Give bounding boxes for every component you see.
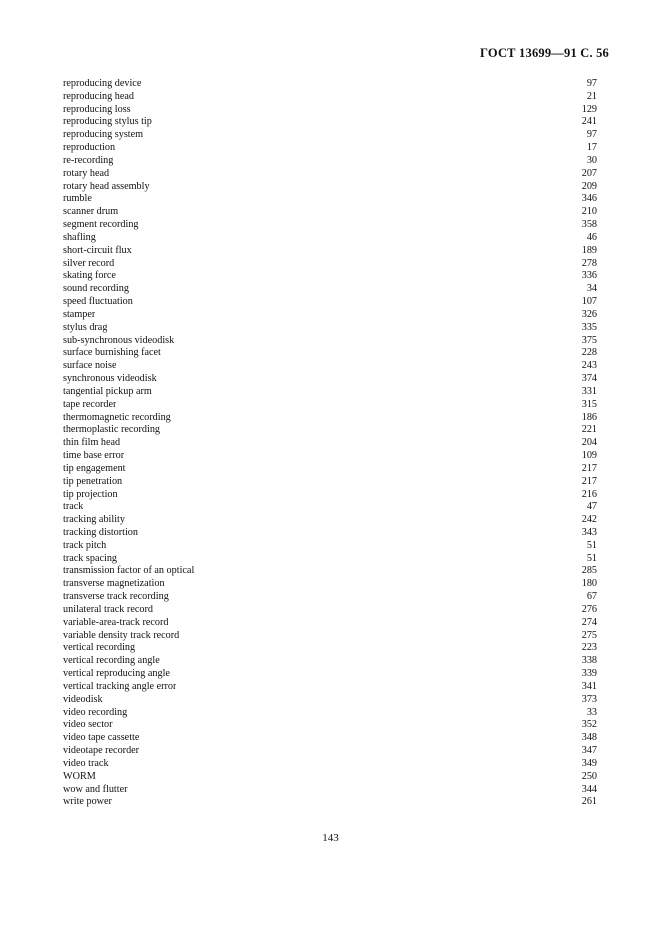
index-page-ref: 344 bbox=[581, 783, 597, 795]
index-entry bbox=[63, 617, 597, 630]
index-entry bbox=[63, 104, 597, 117]
index-term: vertical reproducing angle bbox=[63, 668, 170, 680]
index-entry bbox=[63, 655, 597, 668]
index-entry bbox=[63, 514, 597, 527]
index-entry bbox=[63, 540, 597, 553]
index-page-ref: 243 bbox=[581, 360, 597, 372]
index-term: tape recorder bbox=[63, 398, 117, 410]
index-page-ref: 46 bbox=[586, 231, 597, 243]
index-page-ref: 207 bbox=[581, 167, 597, 179]
index-entry bbox=[63, 193, 597, 206]
index-page-ref: 30 bbox=[586, 154, 597, 166]
index-entry bbox=[63, 116, 597, 129]
index-term: tracking ability bbox=[63, 514, 125, 526]
index-entry bbox=[63, 322, 597, 335]
index-term: synchronous videodisk bbox=[63, 373, 157, 385]
index-entry bbox=[63, 527, 597, 540]
index-page-ref: 285 bbox=[581, 565, 597, 577]
index-entry bbox=[63, 796, 597, 809]
index-entry bbox=[63, 565, 597, 578]
index-term: videotape recorder bbox=[63, 745, 140, 757]
index-entry bbox=[63, 591, 597, 604]
index-term: skating force bbox=[63, 270, 116, 282]
index-page-ref: 180 bbox=[581, 578, 597, 590]
index-page-ref: 34 bbox=[586, 283, 597, 295]
index-entry bbox=[63, 604, 597, 617]
index-entry bbox=[63, 219, 597, 232]
index-page-ref: 217 bbox=[581, 475, 597, 487]
index-entry bbox=[63, 642, 597, 655]
index-page-ref: 278 bbox=[581, 257, 597, 269]
index-term: rumble bbox=[63, 193, 92, 205]
index-page-ref: 352 bbox=[581, 719, 597, 731]
index-term: write power bbox=[63, 796, 112, 808]
index-term: rotary head bbox=[63, 167, 110, 179]
index-term: tracking distortion bbox=[63, 526, 138, 538]
index-page-ref: 326 bbox=[581, 308, 597, 320]
index-entry bbox=[63, 719, 597, 732]
page-number: 143 bbox=[322, 832, 339, 844]
index-entry bbox=[63, 476, 597, 489]
index-page-ref: 348 bbox=[581, 732, 597, 744]
index-page-ref: 51 bbox=[586, 552, 597, 564]
index-page-ref: 21 bbox=[586, 90, 597, 102]
index-term: reproducing system bbox=[63, 129, 144, 141]
index-term: sub-synchronous videodisk bbox=[63, 334, 175, 346]
index-page-ref: 47 bbox=[586, 501, 597, 513]
index-term: segment recording bbox=[63, 219, 139, 231]
index-term: variable-area-track record bbox=[63, 616, 169, 628]
index-page-ref: 107 bbox=[581, 296, 597, 308]
index-entry bbox=[63, 707, 597, 720]
index-entry bbox=[63, 245, 597, 258]
index-entry bbox=[63, 168, 597, 181]
index-term: stamper bbox=[63, 308, 96, 320]
index-term: videodisk bbox=[63, 693, 103, 705]
index-entry bbox=[63, 258, 597, 271]
index-page-ref: 97 bbox=[586, 78, 597, 89]
index-term: vertical tracking angle error bbox=[63, 680, 177, 692]
index-term: unilateral track record bbox=[63, 603, 153, 615]
index-entry bbox=[63, 78, 597, 91]
index-term: reproducing stylus tip bbox=[63, 116, 152, 128]
index-page-ref: 189 bbox=[581, 244, 597, 256]
index-page-ref: 374 bbox=[581, 373, 597, 385]
index-page-ref: 349 bbox=[581, 757, 597, 769]
index-entry bbox=[63, 232, 597, 245]
index-page-ref: 109 bbox=[581, 450, 597, 462]
index-page-ref: 336 bbox=[581, 270, 597, 282]
index-term: vertical recording bbox=[63, 642, 136, 654]
index-term: track bbox=[63, 501, 84, 513]
index-term: WORM bbox=[63, 770, 96, 782]
index-entry bbox=[63, 437, 597, 450]
index-entry bbox=[63, 578, 597, 591]
index-term: silver record bbox=[63, 257, 115, 269]
index-entry bbox=[63, 681, 597, 694]
index-entry bbox=[63, 758, 597, 771]
index-entry bbox=[63, 668, 597, 681]
index-term: scanner drum bbox=[63, 206, 119, 218]
index-term: video track bbox=[63, 757, 109, 769]
index-page-ref: 346 bbox=[581, 193, 597, 205]
index-term: transverse magnetization bbox=[63, 578, 165, 590]
index-entry bbox=[63, 296, 597, 309]
index-page-ref: 276 bbox=[581, 603, 597, 615]
index-term: transmission factor of an optical bbox=[63, 565, 195, 577]
index-term: speed fluctuation bbox=[63, 296, 133, 308]
index-entry bbox=[63, 347, 597, 360]
index-term: transverse track recording bbox=[63, 591, 169, 603]
index-entry bbox=[63, 630, 597, 643]
index-entry bbox=[63, 142, 597, 155]
index-page-ref: 250 bbox=[581, 770, 597, 782]
index-term: surface noise bbox=[63, 360, 117, 372]
index-page-ref: 97 bbox=[586, 129, 597, 141]
index-entry bbox=[63, 283, 597, 296]
index-entry bbox=[63, 129, 597, 142]
index-entry bbox=[63, 386, 597, 399]
index-term: reproducing loss bbox=[63, 103, 131, 115]
index-term: thin film head bbox=[63, 437, 121, 449]
index-term: shafling bbox=[63, 231, 96, 243]
index-term: surface burnishing facet bbox=[63, 347, 161, 359]
index-entry bbox=[63, 424, 597, 437]
index-term: re-recording bbox=[63, 154, 114, 166]
index-entry bbox=[63, 501, 597, 514]
index-page-ref: 221 bbox=[581, 424, 597, 436]
index-entry bbox=[63, 335, 597, 348]
index-entry bbox=[63, 155, 597, 168]
index-page-ref: 347 bbox=[581, 745, 597, 757]
index-page-ref: 216 bbox=[581, 488, 597, 500]
index-page-ref: 343 bbox=[581, 526, 597, 538]
index-page-ref: 338 bbox=[581, 655, 597, 667]
document-header: ГОСТ 13699—91 С. 56 bbox=[480, 46, 609, 60]
index-page-ref: 228 bbox=[581, 347, 597, 359]
index-page-ref: 51 bbox=[586, 539, 597, 551]
index-page-ref: 261 bbox=[581, 796, 597, 808]
index-term: tip engagement bbox=[63, 462, 126, 474]
index-entry bbox=[63, 463, 597, 476]
index-entry bbox=[63, 309, 597, 322]
index-entry bbox=[63, 181, 597, 194]
index-term: reproducing head bbox=[63, 90, 134, 102]
index-term: short-circuit flux bbox=[63, 244, 132, 256]
index-entry bbox=[63, 399, 597, 412]
index-entry bbox=[63, 694, 597, 707]
index-page-ref: 242 bbox=[581, 514, 597, 526]
index-list bbox=[63, 78, 597, 809]
index-entry bbox=[63, 373, 597, 386]
index-term: reproducing device bbox=[63, 78, 142, 89]
index-entry bbox=[63, 206, 597, 219]
index-page-ref: 331 bbox=[581, 385, 597, 397]
index-page-ref: 341 bbox=[581, 680, 597, 692]
index-term: track pitch bbox=[63, 539, 107, 551]
index-term: track spacing bbox=[63, 552, 118, 564]
index-page-ref: 274 bbox=[581, 616, 597, 628]
index-entry bbox=[63, 412, 597, 425]
index-page-ref: 375 bbox=[581, 334, 597, 346]
index-term: stylus drag bbox=[63, 321, 108, 333]
index-term: tip projection bbox=[63, 488, 118, 500]
index-page-ref: 210 bbox=[581, 206, 597, 218]
index-term: thermomagnetic recording bbox=[63, 411, 171, 423]
index-entry bbox=[63, 270, 597, 283]
index-entry bbox=[63, 771, 597, 784]
index-term: tangential pickup arm bbox=[63, 385, 152, 397]
index-entry bbox=[63, 450, 597, 463]
index-entry bbox=[63, 745, 597, 758]
index-page-ref: 217 bbox=[581, 462, 597, 474]
index-page-ref: 373 bbox=[581, 693, 597, 705]
index-page-ref: 186 bbox=[581, 411, 597, 423]
index-term: wow and flutter bbox=[63, 783, 128, 795]
index-term: rotary head assembly bbox=[63, 180, 150, 192]
index-page-ref: 67 bbox=[586, 591, 597, 603]
index-page-ref: 241 bbox=[581, 116, 597, 128]
index-entry bbox=[63, 784, 597, 797]
index-page-ref: 223 bbox=[581, 642, 597, 654]
index-page-ref: 129 bbox=[581, 103, 597, 115]
index-entry bbox=[63, 732, 597, 745]
index-term: variable density track record bbox=[63, 629, 180, 641]
index-page-ref: 17 bbox=[586, 142, 597, 154]
index-page-ref: 33 bbox=[586, 706, 597, 718]
index-term: video tape cassette bbox=[63, 732, 140, 744]
index-term: vertical recording angle bbox=[63, 655, 160, 667]
index-page-ref: 315 bbox=[581, 398, 597, 410]
index-term: tip penetration bbox=[63, 475, 123, 487]
index-term: time base error bbox=[63, 450, 125, 462]
index-entry bbox=[63, 489, 597, 502]
index-term: reproduction bbox=[63, 142, 116, 154]
index-term: sound recording bbox=[63, 283, 129, 295]
index-term: thermoplastic recording bbox=[63, 424, 161, 436]
index-page-ref: 275 bbox=[581, 629, 597, 641]
index-page-ref: 204 bbox=[581, 437, 597, 449]
index-entry bbox=[63, 360, 597, 373]
index-entry bbox=[63, 553, 597, 566]
index-term: video sector bbox=[63, 719, 113, 731]
index-page-ref: 358 bbox=[581, 219, 597, 231]
index-page-ref: 339 bbox=[581, 668, 597, 680]
index-page-ref: 335 bbox=[581, 321, 597, 333]
index-page-ref: 209 bbox=[581, 180, 597, 192]
index-term: video recording bbox=[63, 706, 128, 718]
index-entry bbox=[63, 91, 597, 104]
